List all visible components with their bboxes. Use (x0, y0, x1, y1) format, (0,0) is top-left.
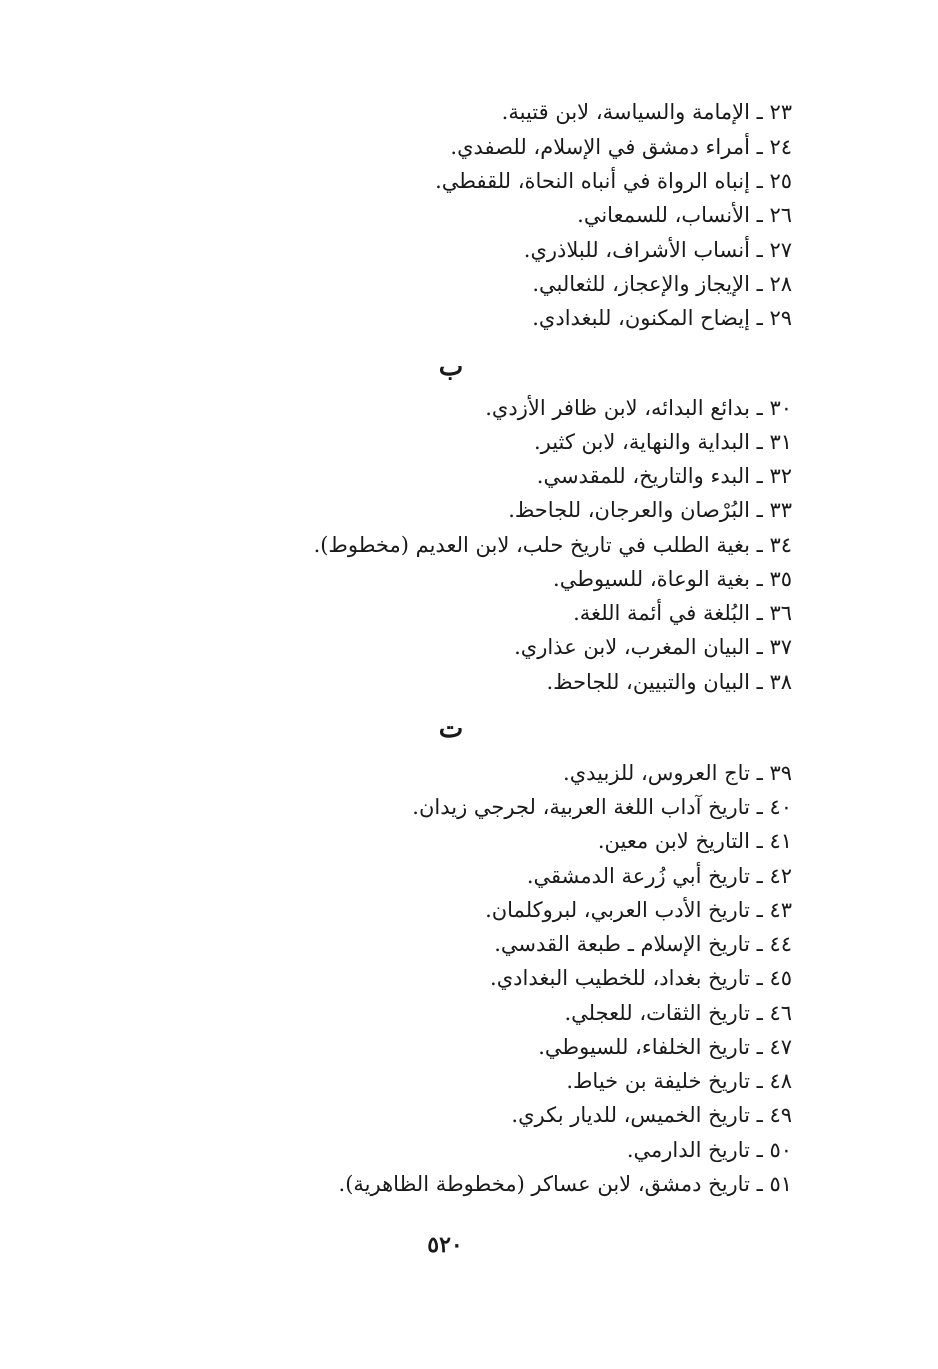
bibliography-entry-43: ٤٣ ـ تاريخ الأدب العربي، لبروكلمان. (485, 898, 792, 922)
bibliography-entry-48: ٤٨ ـ تاريخ خليفة بن خياط. (566, 1069, 792, 1093)
bibliography-entry-28: ٢٨ ـ الإيجاز والإعجاز، للثعالبي. (532, 272, 792, 296)
bibliography-entry-37: ٣٧ ـ البيان المغرب، لابن عذاري. (514, 635, 792, 659)
bibliography-entry-38: ٣٨ ـ البيان والتبيين، للجاحظ. (546, 670, 792, 694)
bibliography-entry-39: ٣٩ ـ تاج العروس، للزبيدي. (563, 761, 792, 785)
bibliography-entry-29: ٢٩ ـ إيضاح المكنون، للبغدادي. (532, 306, 792, 330)
bibliography-entry-50: ٥٠ ـ تاريخ الدارمي. (626, 1138, 792, 1162)
bibliography-entry-45: ٤٥ ـ تاريخ بغداد، للخطيب البغدادي. (490, 966, 792, 990)
bibliography-entry-32: ٣٢ ـ البدء والتاريخ، للمقدسي. (536, 464, 792, 488)
bibliography-entry-25: ٢٥ ـ إنباه الرواة في أنباه النحاة، للقفطي. (435, 169, 792, 193)
page-number: ٥٢٠ (427, 1232, 463, 1258)
bibliography-entry-42: ٤٢ ـ تاريخ أبي زُرعة الدمشقي. (526, 864, 792, 888)
bibliography-entry-46: ٤٦ ـ تاريخ الثقات، للعجلي. (564, 1001, 792, 1025)
section-heading-ta: ت (438, 714, 464, 744)
bibliography-entry-26: ٢٦ ـ الأنساب، للسمعاني. (577, 203, 792, 227)
bibliography-entry-40: ٤٠ ـ تاريخ آداب اللغة العربية، لجرجي زيدان. (412, 795, 792, 819)
bibliography-entry-44: ٤٤ ـ تاريخ الإسلام ـ طبعة القدسي. (494, 932, 792, 956)
section-heading-ba: ب (438, 352, 464, 382)
bibliography-entry-33: ٣٣ ـ البُرْصان والعرجان، للجاحظ. (508, 498, 792, 522)
bibliography-entry-31: ٣١ ـ البداية والنهاية، لابن كثير. (533, 430, 792, 454)
bibliography-entry-51: ٥١ ـ تاريخ دمشق، لابن عساكر (مخطوطة الظاهرية). (338, 1172, 792, 1196)
bibliography-entry-30: ٣٠ ـ بدائع البدائه، لابن ظافر الأزدي. (485, 396, 792, 420)
bibliography-entry-35: ٣٥ ـ بغية الوعاة، للسيوطي. (553, 567, 792, 591)
bibliography-entry-27: ٢٧ ـ أنساب الأشراف، للبلاذري. (523, 238, 792, 262)
bibliography-entry-23: ٢٣ ـ الإمامة والسياسة، لابن قتيبة. (501, 100, 792, 124)
bibliography-entry-49: ٤٩ ـ تاريخ الخميس، للديار بكري. (511, 1103, 792, 1127)
bibliography-entry-41: ٤١ ـ التاريخ لابن معين. (597, 829, 792, 853)
bibliography-entry-36: ٣٦ ـ البُلغة في أئمة اللغة. (573, 601, 792, 625)
bibliography-entry-47: ٤٧ ـ تاريخ الخلفاء، للسيوطي. (538, 1035, 792, 1059)
bibliography-entry-34: ٣٤ ـ بغية الطلب في تاريخ حلب، لابن العديم (مخطوط). (313, 533, 792, 557)
bibliography-entry-24: ٢٤ ـ أمراء دمشق في الإسلام، للصفدي. (450, 135, 792, 159)
